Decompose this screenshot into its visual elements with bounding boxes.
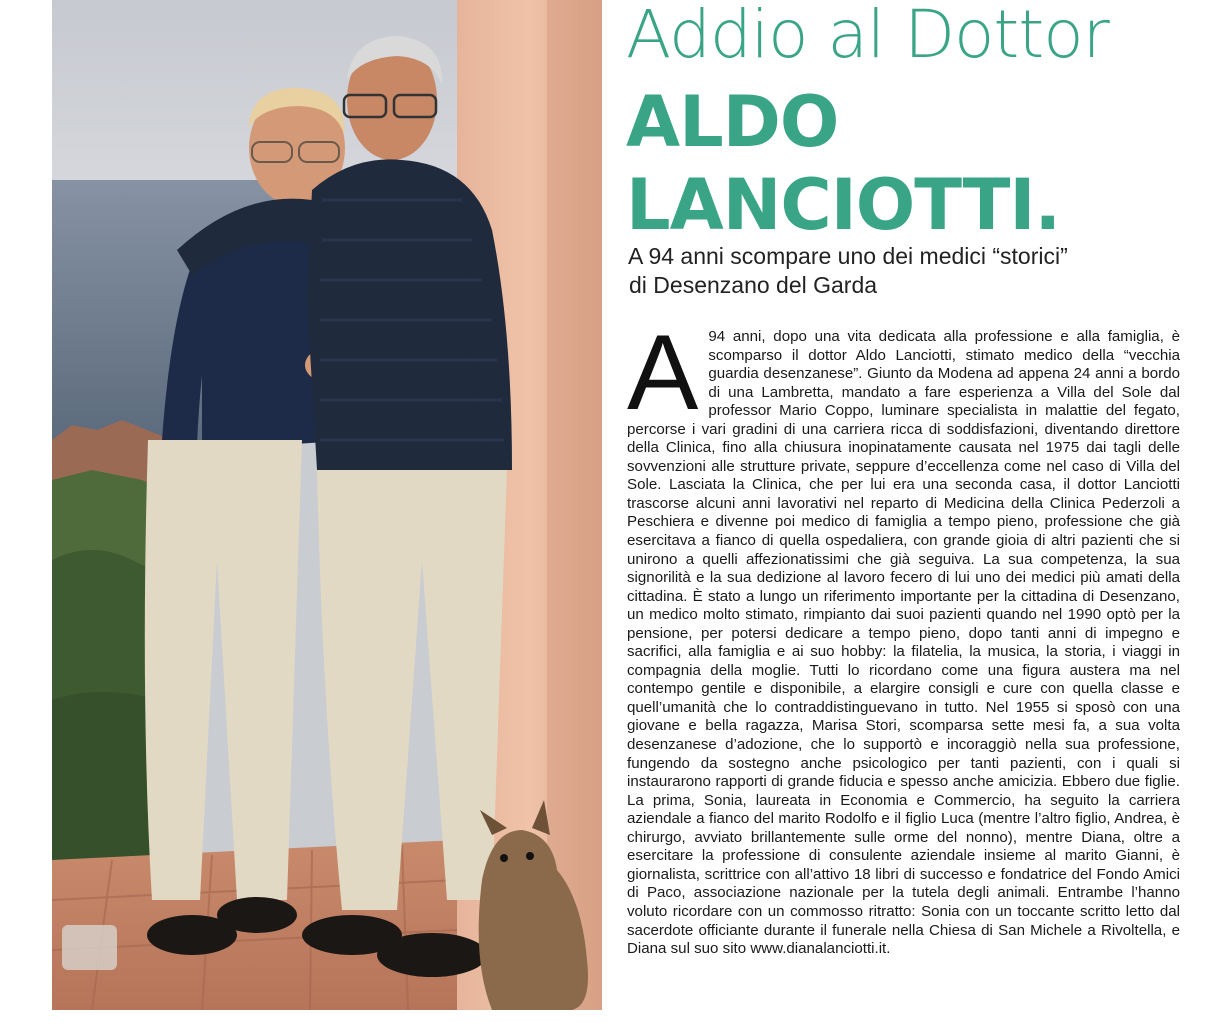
- headline-name-first: ALDO: [626, 81, 839, 163]
- headline-period: .: [1034, 164, 1061, 246]
- headline-name-last: [626, 164, 1216, 246]
- article-text: 94 anni, dopo una vita dedicata alla professione e alla famiglia, è scomparso il dottor Aldo Lanciotti, stimato medico della “vecchia guardia desenzanese”. Giunto da Modena ad appena 24 anni a bordo di una Lambretta, mandato a fare esperienza a Villa del Sole dal professor Mario Coppo, luminare specialista in malattie del fegato, percorse i vari gradini di una carriera ricca di soddisfazioni, diventando direttore della Clinica, fino alla chiusura inopinatamente causata nel 1975 dai tagli delle sovvenzioni alle strutture private, seppure d’eccellenza come nel caso di Villa del Sole. Lasciata la Clinica, che per lui era una seconda casa, il dottor Lanciotti trascorse alcuni anni lavorativi nel reparto di Medicina della Clinica Pederzoli a Peschiera e divenne poi medico di famiglia a tempo pieno, professione che già esercitava a fianco di quella ospedaliera, con grande gioia di altri pazienti che si unirono a quelli affezionatissimi che già seguiva. La sua competenza, la sua signorilità e la sua dedizione al lavoro fecero di lui uno dei medici più amati della cittadina. È stato a lungo un riferimento importante per la cittadina di Desenzano, un medico molto stimato, rimpianto dai suoi pazienti quando nel 1990 optò per la pensione, per potersi dedicare a tempo pieno, dopo tanti anni di impegno e sacrifici, alla famiglia e ai suo hobby: la filatelia, la musica, la storia, i viaggi in compagnia della moglie. Tutti lo ricordano come una figura austera ma nel contempo gentile e disponibile, a elargire consigli e cure con quella classe e quell’umanità che lo contraddistinguevano in tutto. Nel 1955 si sposò con una giovane e bella ragazza, Marisa Stori, scomparsa sette mesi fa, a sua volta desenzanese d’adozione, che lo supportò e incoraggiò nella sua professione, fungendo da sostegno anche psicologico per tanti pazienti, con i quali si instaurarono rapporti di grande fiducia e spesso anche amicizia. Ebbero due figlie. La prima, Sonia, laureata in Economia e Commercio, ha seguito la carriera aziendale a fianco del marito Rodolfo e il figlio Luca (mentre l’altro figlio, Andrea, è chirurgo, avviato brillantemente sulle orme del nonno), mentre Diana, oltre a esercitare la professione di consulente aziendale insieme al marito Gianni, è giornalista, scrittrice con all’attivo 18 libri di successo e fondatrice del Fondo Amici di Paco, associazione nazionale per la tutela degli animali. Entrambe l’hanno voluto ricordare con un commosso ritratto: Sonia con un toccante scritto letto dal sacerdote officiante durante il funerale nella Chiesa di San Michele a Rivoltella, e Diana sul suo sito www.dianalanciotti.it.: [627, 328, 1180, 958]
- drop-cap: A: [627, 312, 699, 432]
- subtitle: [628, 242, 1208, 300]
- subtitle-line-1: A 94 anni scompare uno dei medici “storici”: [628, 243, 1068, 269]
- couple-photo-illustration: [52, 0, 602, 1010]
- headline-surname: LANCIOTTI: [626, 164, 1035, 246]
- article-photo: [52, 0, 602, 1010]
- subtitle-line-2: di Desenzano del Garda: [629, 272, 878, 298]
- article-body: [627, 312, 1180, 959]
- headline-kicker: Addio al Dottor: [626, 0, 1109, 73]
